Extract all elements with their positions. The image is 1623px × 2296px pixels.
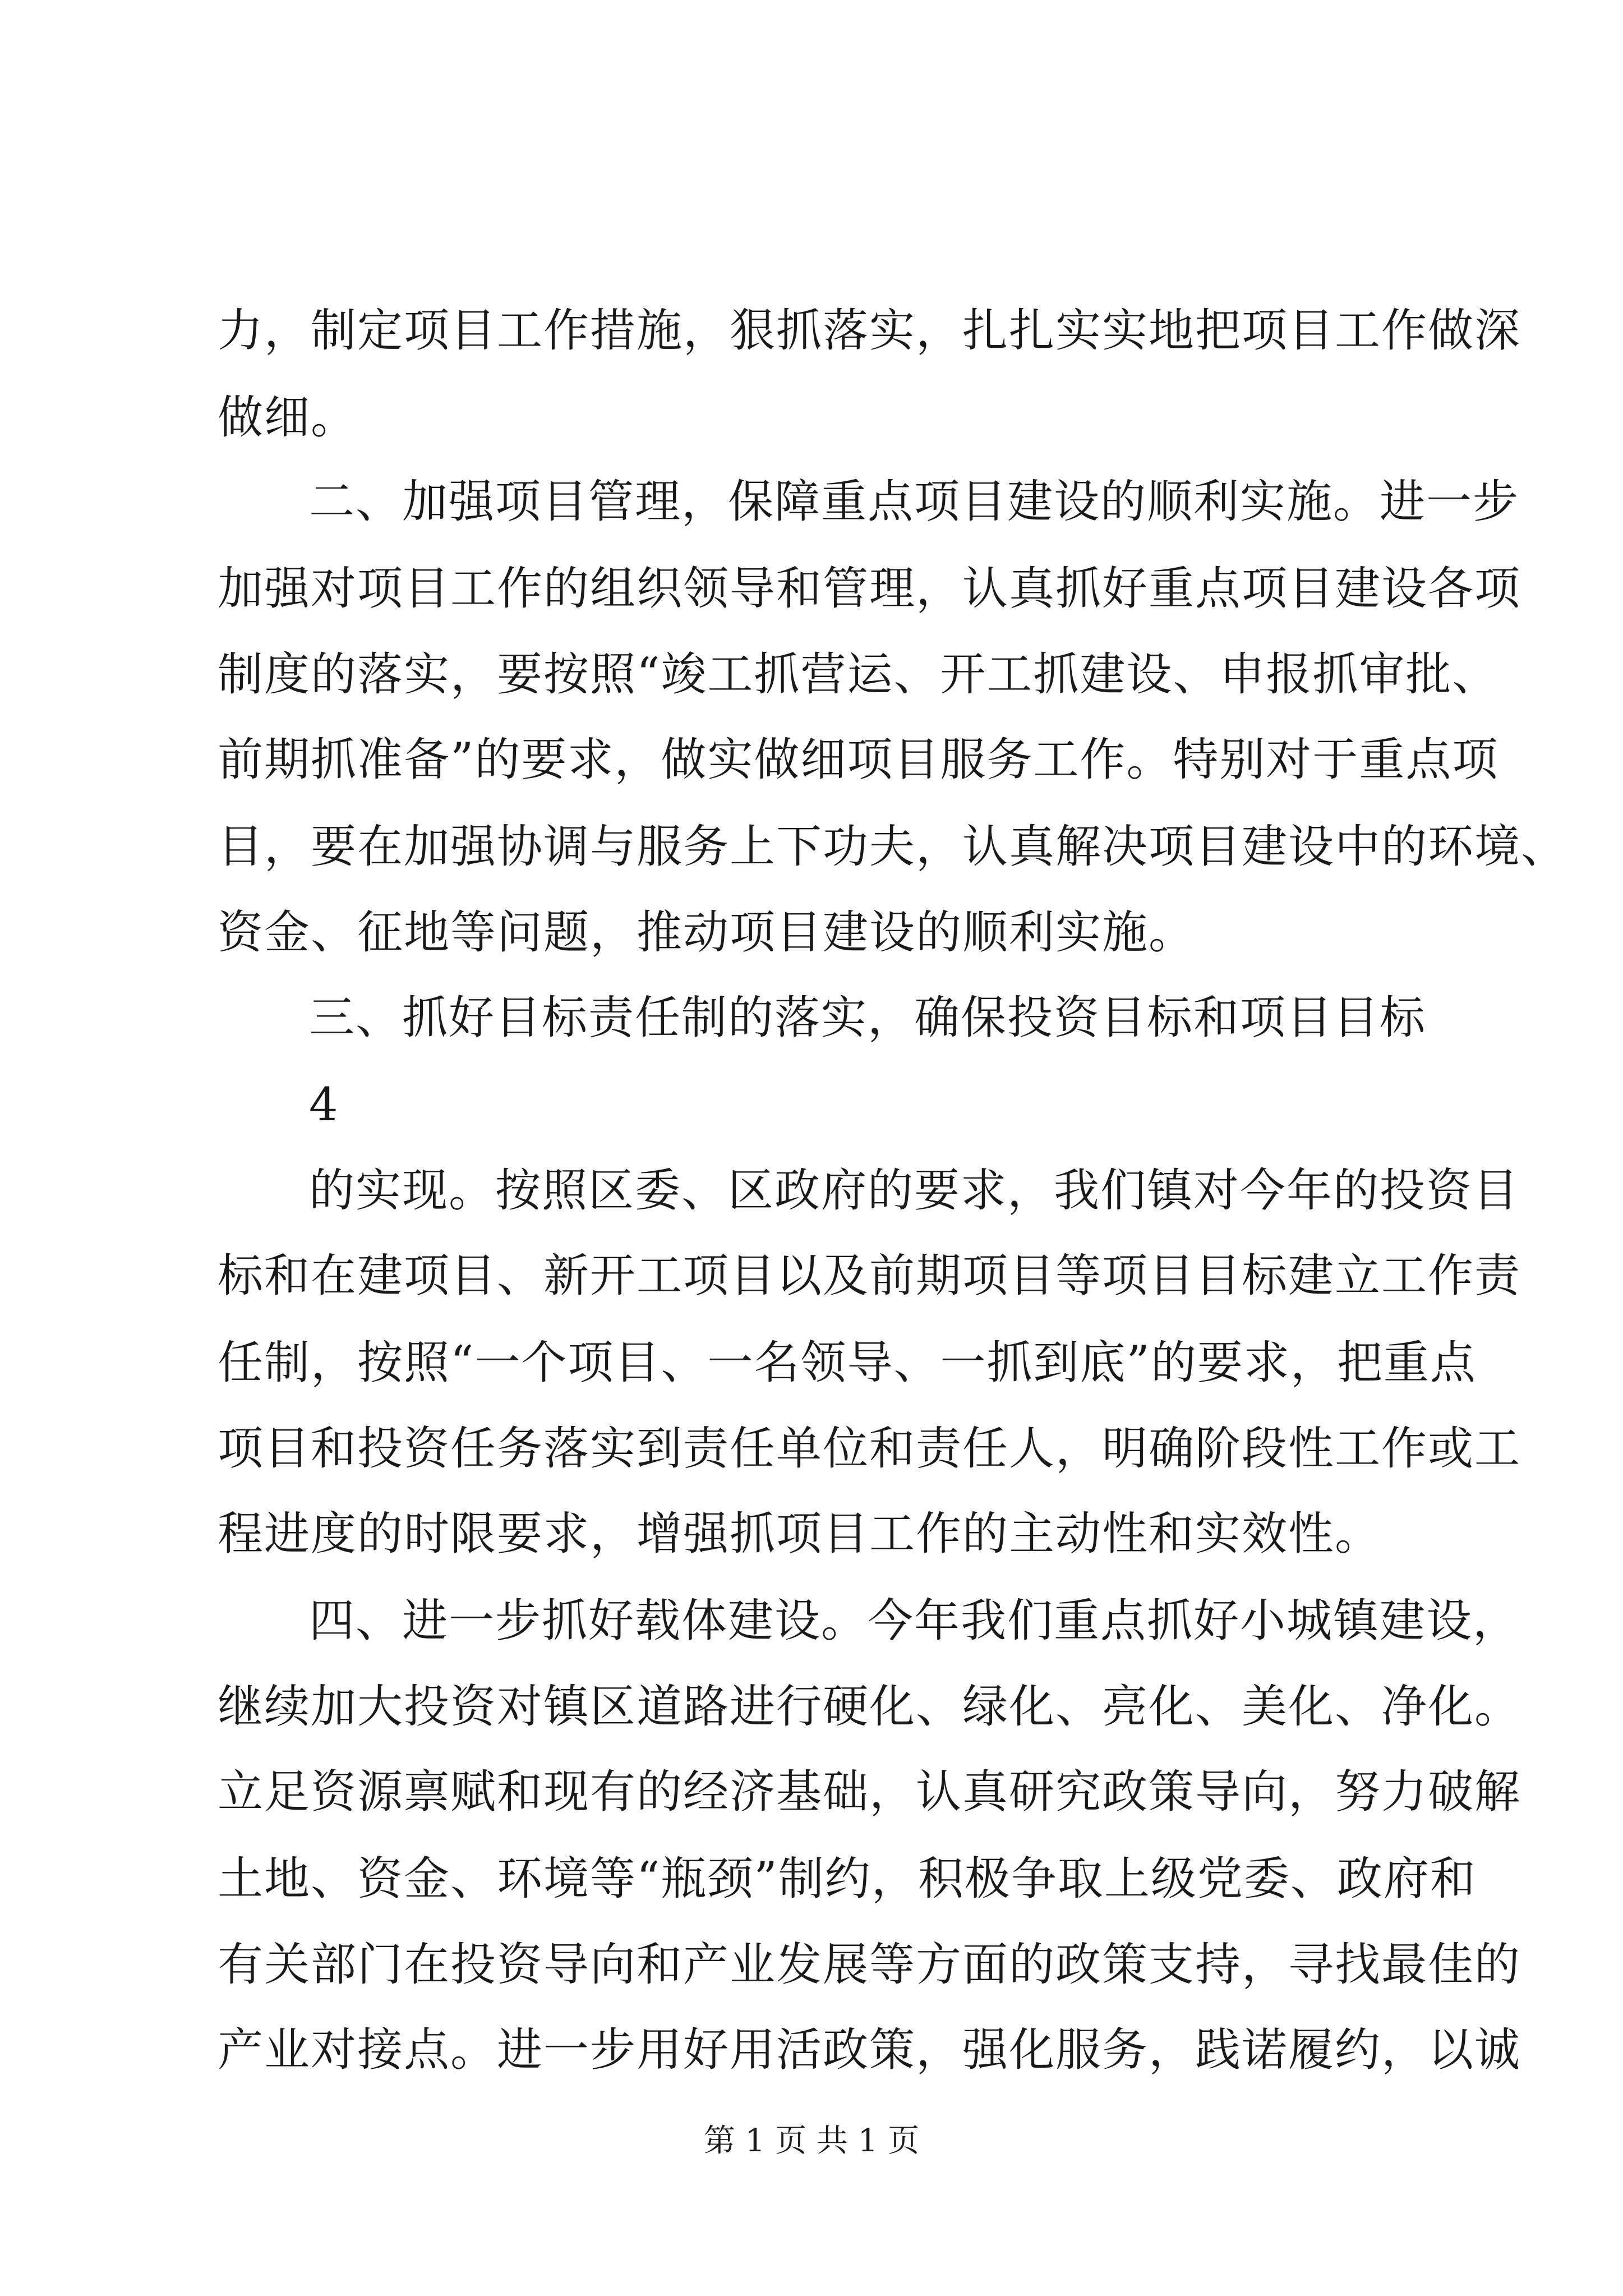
page-footer: 第 1 页 共 1 页 (703, 2123, 920, 2159)
text-line: 标和在建项目、新开工项目以及前期项目等项目目标建立工作责 (218, 1250, 1521, 1303)
text-line: 立足资源禀赋和现有的经济基础，认真研究政策导向，努力破解 (218, 1766, 1521, 1819)
text-line: 项目和投资任务落实到责任单位和责任人，明确阶段性工作或工 (218, 1423, 1521, 1475)
text-line: 四、进一步抓好载体建设。今年我们重点抓好小城镇建设， (309, 1595, 1520, 1648)
text-line: 三、抓好目标责任制的落实，确保投资目标和项目目标 (309, 992, 1427, 1045)
text-line: 力，制定项目工作措施，狠抓落实，扎扎实实地把项目工作做深 (218, 305, 1521, 357)
page-number-fragment: 4 (309, 1079, 339, 1131)
text-line: 资金、征地等问题，推动项目建设的顺利实施。 (218, 907, 1196, 959)
text-line: 目，要在加强协调与服务上下功夫，认真解决项目建设中的环境、 (218, 821, 1568, 873)
text-line: 任制，按照“一个项目、一名领导、一抓到底”的要求，把重点 (218, 1337, 1477, 1389)
text-line: 产业对接点。进一步用好用活政策，强化服务，践诺履约，以诚 (218, 2024, 1521, 2077)
text-line: 程进度的时限要求，增强抓项目工作的主动性和实效性。 (218, 1508, 1382, 1561)
text-line: 前期抓准备”的要求，做实做细项目服务工作。特别对于重点项 (218, 734, 1499, 786)
text-line: 土地、资金、环境等“瓶颈”制约，积极争取上级党委、政府和 (218, 1853, 1477, 1906)
text-line: 加强对项目工作的组织领导和管理，认真抓好重点项目建设各项 (218, 563, 1521, 615)
text-line: 有关部门在投资导向和产业发展等方面的政策支持，寻找最佳的 (218, 1939, 1521, 1991)
text-line: 二、加强项目管理，保障重点项目建设的顺利实施。进一步 (309, 476, 1520, 528)
text-line: 继续加大投资对镇区道路进行硬化、绿化、亮化、美化、净化。 (218, 1681, 1521, 1733)
text-line: 的实现。按照区委、区政府的要求，我们镇对今年的投资目 (309, 1165, 1520, 1217)
text-line: 制度的落实，要按照“竣工抓营运、开工抓建设、申报抓审批、 (218, 648, 1499, 701)
text-line: 做细。 (218, 392, 358, 444)
